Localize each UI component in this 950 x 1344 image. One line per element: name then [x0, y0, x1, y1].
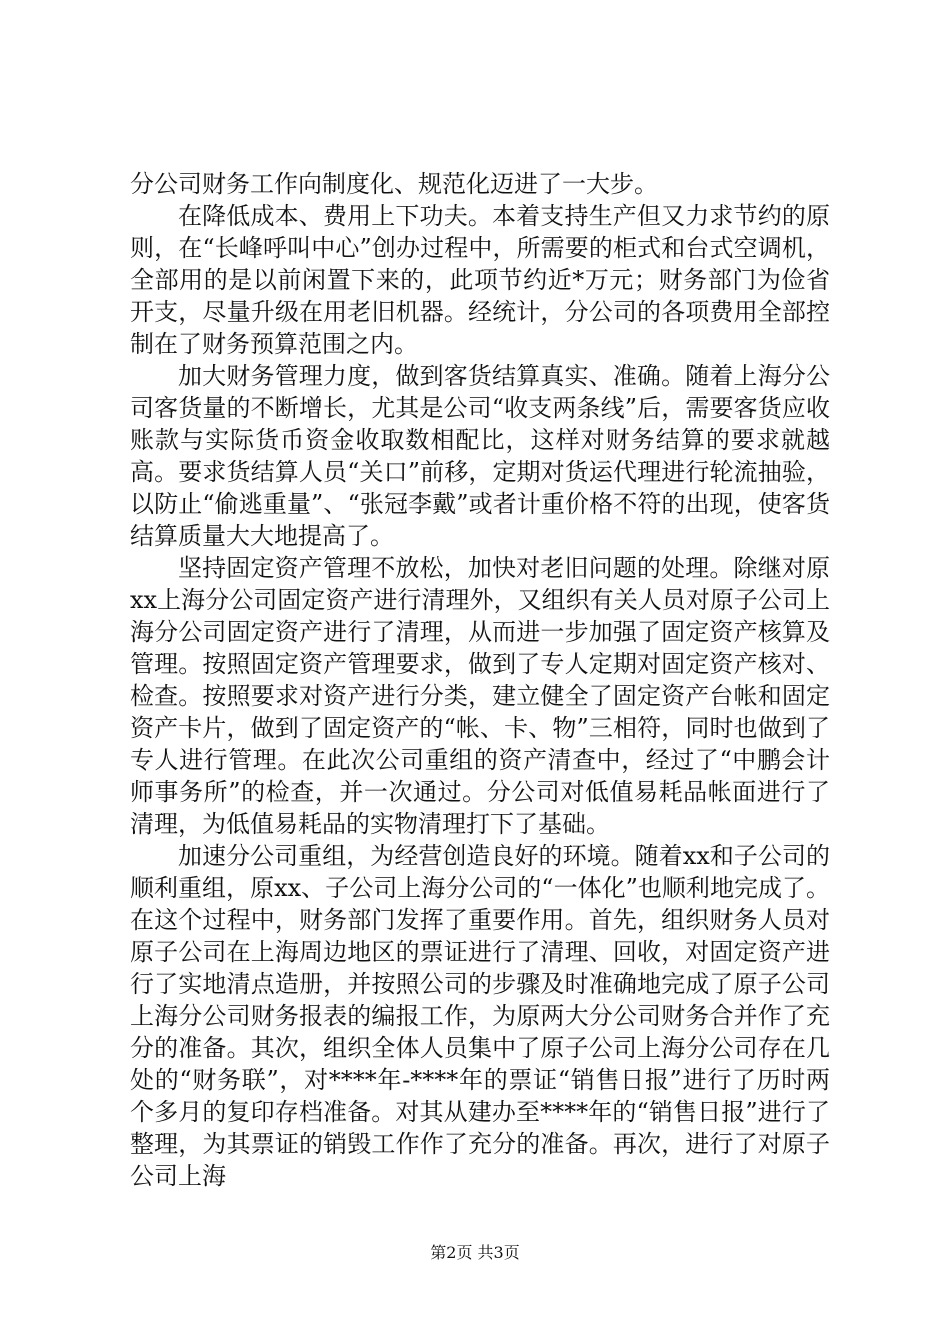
- paragraph-cost-reduction: 在降低成本、费用上下功夫。本着支持生产但又力求节约的原则，在“长峰呼叫中心”创办过程中，所需要的柜式和台式空调机，全部用的是以前闲置下来的，此项节约近*万元；财务部门为俭省开支，尽量升级在用老旧机器。经统计，分公司的各项费用全部控制在了财务预算范围之内。: [130, 202, 830, 358]
- paragraph-restructuring: 加速分公司重组，为经营创造良好的环境。随着xx和子公司的顺利重组，原xx、子公司上海分公司的“一体化”也顺利地完成了。在这个过程中，财务部门发挥了重要作用。首先，组织财务人员对原子公司在上海周边地区的票证进行了清理、回收，对固定资产进行了实地清点造册，并按照公司的步骤及时准确地完成了原子公司上海分公司财务报表的编报工作，为原两大分公司财务合并作了充分的准备。其次，组织全体人员集中了原子公司上海分公司存在几处的“财务联”，对****年-****年的票证“销售日报”进行了历时两个多月的复印存档准备。对其从建办至****年的“销售日报”进行了整理，为其票证的销毁工作作了充分的准备。再次，进行了对原子公司上海: [130, 842, 830, 1190]
- paragraph-financial-management: 加大财务管理力度，做到客货结算真实、准确。随着上海分公司客货量的不断增长，尤其是公司“收支两条线”后，需要客货应收账款与实际货币资金收取数相配比，这样对财务结算的要求就越高。要求货结算人员“关口”前移，定期对货运代理进行轮流抽验，以防止“偷逃重量”、“张冠李戴”或者计重价格不符的出现，使客货结算质量大大地提高了。: [130, 362, 830, 550]
- paragraph-fixed-assets: 坚持固定资产管理不放松，加快对老旧问题的处理。除继对原xx上海分公司固定资产进行清理外，又组织有关人员对原子公司上海分公司固定资产进行了清理，从而进一步加强了固定资产核算及管理。按照固定资产管理要求，做到了专人定期对固定资产核对、检查。按照要求对资产进行分类，建立健全了固定资产台帐和固定资产卡片，做到了固定资产的“帐、卡、物”三相符，同时也做到了专人进行管理。在此次公司重组的资产清查中，经过了“中鹏会计师事务所”的检查，并一次通过。分公司对低值易耗品帐面进行了清理，为低值易耗品的实物清理打下了基础。: [130, 554, 830, 838]
- page-number-footer: 第2页 共3页: [430, 1243, 520, 1262]
- document-body: [130, 168, 830, 1192]
- paragraph-continuation: 分公司财务工作向制度化、规范化迈进了一大步。: [130, 170, 658, 198]
